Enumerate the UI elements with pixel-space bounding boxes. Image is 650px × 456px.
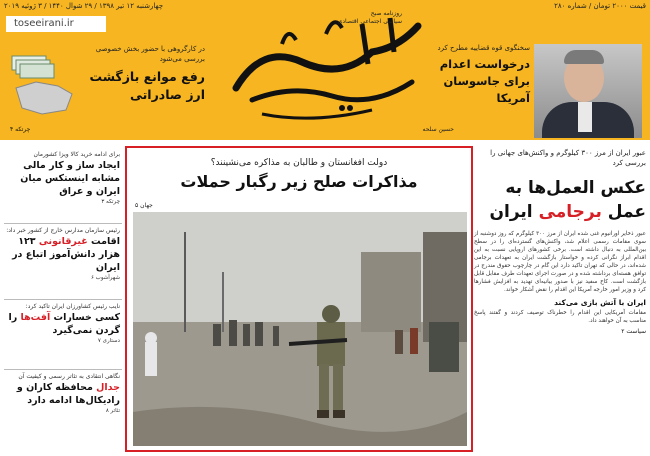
date-label: چهارشنبه ۱۲ تیر ۱۳۹۸ / ۲۹ شوال ۱۴۴۰ / ۳ ژوئیه ۲۰۱۹	[4, 2, 164, 10]
brief-ref: چرتکه ۳	[101, 199, 120, 205]
brief-kicker: رئیس سازمان مدارس خارج از کشور خبر داد:	[6, 227, 120, 234]
lead-ref: سیاست ۲	[621, 328, 646, 335]
price-label: قیمت ۲۰۰۰ تومان / شماره ۲۸۰	[554, 2, 646, 10]
brief-kicker: نگاهی انتقادی به تئاتر رسمی و کیفیت آن	[18, 373, 120, 380]
lead-title-line-2[interactable]: عمل برجامی ایران	[489, 202, 646, 222]
left-news-column	[4, 148, 122, 452]
brief-title[interactable]: کسی خسارات آفت‌ها را گردن نمی‌گیرد	[8, 312, 120, 336]
headline-left-kicker: در کارگروهی با حضور بخش خصوصی بررسی می‌شود	[95, 45, 205, 63]
brief-title[interactable]: اقامت غیرقانونی ۱۲۳ هزار دانش‌آموز اتباع در ایران	[12, 236, 120, 273]
brief-item[interactable]	[4, 370, 122, 448]
portrait-caption: حسین سلحه	[422, 126, 454, 133]
headline-left-ref: چرتکه ۴	[10, 126, 31, 133]
brief-item[interactable]	[4, 224, 122, 300]
brief-title[interactable]: جدال محافظه کاران و رادیکال‌ها ادامه دارد	[16, 382, 120, 406]
logo-subtitle	[332, 10, 402, 26]
lead-subheading: ایران با آتش بازی می‌کند	[554, 298, 646, 307]
center-ref: جهان ۵	[135, 202, 153, 209]
brief-item[interactable]	[4, 148, 122, 224]
logo-sub-line-2: سیاسی اجتماعی اقتصادی	[337, 18, 402, 25]
masthead	[0, 0, 650, 140]
brief-title[interactable]: ایجاد ساز و کار مالی مشابه اینستکس میان ایران و عراق	[20, 160, 120, 197]
headline-left[interactable]	[80, 44, 205, 104]
soldier-photo	[133, 212, 467, 446]
lead-title-line-1[interactable]: عکس العمل‌ها به	[505, 178, 646, 198]
lead-body: عبور ذخایر اورانیوم غنی شده ایران از مرز ۳۰۰ کیلوگرم که روز دوشنبه از سوی مقامات رسمی اعلام شد، واکنش‌های گسترده‌ای را در سطح بین‌المللی به دنبال داشته است. برخی کشورهای اروپایی نسبت به این اقدام ابراز نگرانی کرده و خواستار بازگشت ایران به تعهدات برجامی شده‌اند، در حالی که تهران تاکید دارد این گام در چارچوب حقوق مندرج در توافق هسته‌ای برداشته شده و در صورت اجرای تعهدات طرف مقابل قابل بازگشت است. کاخ سفید نیز با صدور بیانیه‌ای تهدید به افزایش فشارها کرد و وزیر امور خارجه آمریکا این اقدام را نقض آشکار خواند.	[474, 231, 646, 293]
right-lead-story[interactable]	[474, 148, 646, 452]
lead-body-2: مقامات آمریکایی این اقدام را خطرناک توصیف کردند و گفتند پاسخ مناسب به آن خواهند داد.	[474, 310, 646, 324]
site-url[interactable]: toseeirani.ir	[6, 16, 106, 32]
center-feature-story[interactable]	[125, 146, 473, 452]
headline-right-kicker: سخنگوی قوه قضاییه مطرح کرد	[437, 44, 530, 52]
lead-kicker: عبور ایران از مرز ۳۰۰ کیلوگرم و واکنش‌های جهانی را بررسی کرد	[490, 149, 646, 167]
svg-text:توسعه ایرانی: توسعه ایرانی	[319, 74, 325, 75]
brief-ref: دستاری ۷	[97, 338, 120, 344]
official-portrait	[534, 44, 642, 138]
money-map-illustration	[6, 48, 78, 118]
headline-left-title[interactable]: رفع موانع بازگشت ارز صادراتی	[89, 69, 205, 102]
headline-right[interactable]	[425, 44, 530, 107]
center-kicker: دولت افغانستان و طالبان به مذاکره می‌نشینند؟	[210, 158, 388, 168]
brief-kicker: برای ادامه خرید کالا ویزا کشورمان	[33, 151, 120, 158]
brief-ref: تئاتر ۸	[105, 408, 120, 414]
center-title[interactable]: مذاکرات صلح زیر رگبار حملات	[180, 172, 418, 191]
brief-ref: شهرآشوب ۶	[90, 275, 120, 281]
brief-kicker: نایب رئیس کشاورزان ایران تاکید کرد:	[25, 303, 120, 310]
brief-item[interactable]	[4, 300, 122, 370]
logo-sub-line-1: روزنامه صبح	[370, 10, 402, 17]
headline-right-title[interactable]: درخواست اعدام برای جاسوسان آمریکا	[439, 57, 530, 105]
